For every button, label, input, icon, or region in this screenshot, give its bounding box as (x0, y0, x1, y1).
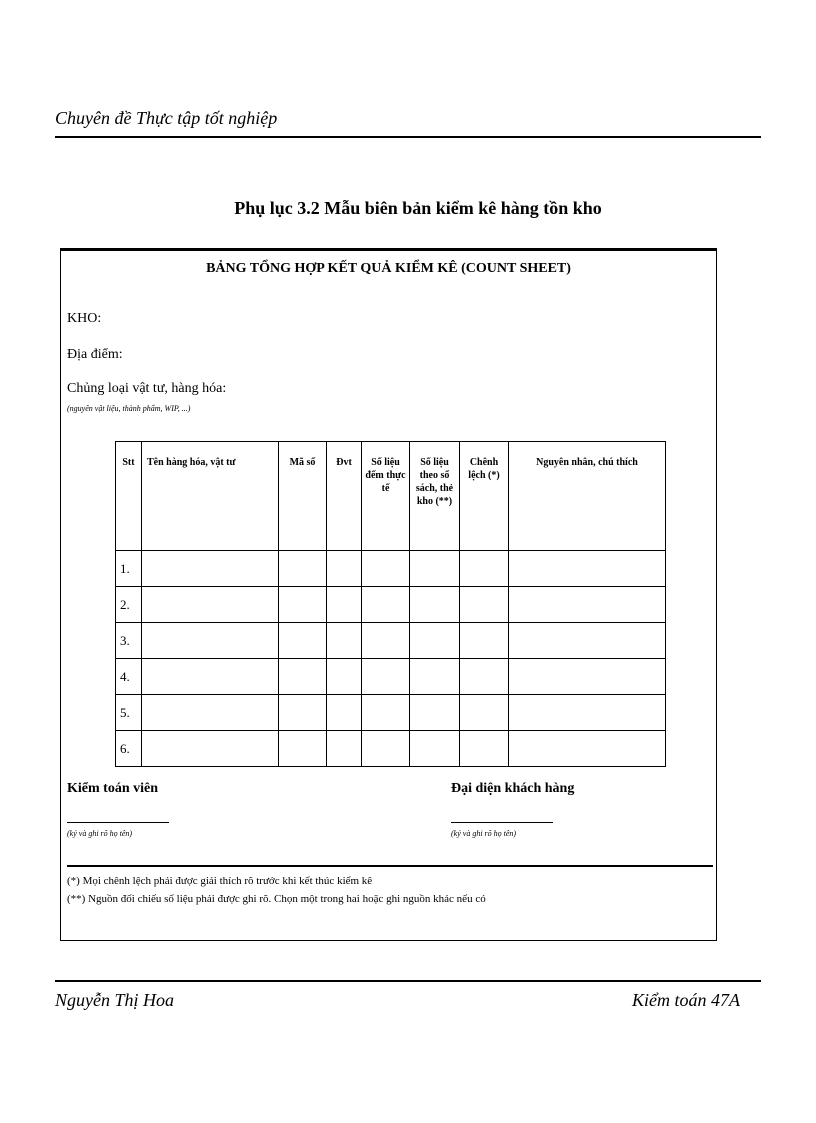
table-row (116, 659, 666, 695)
row-number: 5. (116, 695, 142, 731)
document-title (0, 198, 816, 219)
cell-unit (327, 623, 362, 659)
count-sheet-form (60, 248, 717, 941)
cell-code (279, 623, 327, 659)
cell-book (410, 695, 460, 731)
cell-code (279, 659, 327, 695)
row-number: 6. (116, 731, 142, 767)
cell-diff (460, 587, 509, 623)
cell-diff (460, 695, 509, 731)
notes-divider (67, 865, 713, 867)
category-hint: (nguyên vật liệu, thành phẩm, WIP, ...) (67, 404, 191, 413)
col-header-counted: Số liệu đếm thực tế (362, 442, 410, 551)
note-source: (**) Nguồn đối chiếu số liệu phải được ghi rõ. Chọn một trong hai hoặc ghi nguồn khác nếu có (67, 893, 486, 905)
cell-name (142, 587, 279, 623)
warehouse-label: KHO: (67, 311, 102, 326)
cell-book (410, 731, 460, 767)
row-number: 2. (116, 587, 142, 623)
footer-divider (55, 980, 761, 982)
table-row (116, 695, 666, 731)
table-row (116, 551, 666, 587)
category-label: Chủng loại vật tư, hàng hóa: (67, 381, 227, 396)
cell-counted (362, 695, 410, 731)
document-title-text: Phụ lục 3.2 Mẫu biên bản kiểm kê hàng tồn kho (234, 198, 602, 218)
footer-class: Kiểm toán 47A (632, 990, 740, 1010)
cell-reason (509, 695, 666, 731)
cell-reason (509, 659, 666, 695)
footer-author: Nguyễn Thị Hoa (55, 990, 174, 1010)
cell-code (279, 587, 327, 623)
cell-diff (460, 551, 509, 587)
table-row (116, 623, 666, 659)
cell-unit (327, 551, 362, 587)
cell-name (142, 659, 279, 695)
auditor-signature-line (67, 822, 169, 823)
cell-counted (362, 731, 410, 767)
table-header-row (116, 442, 666, 551)
count-sheet-heading: BẢNG TỔNG HỢP KẾT QUẢ KIỂM KÊ (COUNT SHEET) (206, 261, 571, 276)
col-header-stt: Stt (116, 442, 142, 551)
cell-unit (327, 659, 362, 695)
cell-name (142, 731, 279, 767)
col-header-unit: Đvt (327, 442, 362, 551)
row-number: 3. (116, 623, 142, 659)
cell-reason (509, 623, 666, 659)
row-number: 1. (116, 551, 142, 587)
table-row (116, 587, 666, 623)
cell-book (410, 623, 460, 659)
table-row (116, 731, 666, 767)
cell-name (142, 551, 279, 587)
cell-unit (327, 587, 362, 623)
client-signature-title: Đại diện khách hàng (451, 781, 575, 796)
cell-book (410, 587, 460, 623)
cell-book (410, 659, 460, 695)
col-header-code: Mã số (279, 442, 327, 551)
col-header-diff: Chênh lệch (*) (460, 442, 509, 551)
cell-counted (362, 587, 410, 623)
cell-unit (327, 731, 362, 767)
cell-reason (509, 731, 666, 767)
cell-counted (362, 551, 410, 587)
cell-name (142, 623, 279, 659)
header-divider (55, 136, 761, 138)
cell-code (279, 551, 327, 587)
col-header-reason: Nguyên nhân, chú thích (509, 442, 666, 551)
row-number: 4. (116, 659, 142, 695)
cell-counted (362, 659, 410, 695)
cell-diff (460, 659, 509, 695)
client-signature-hint: (ký và ghi rõ họ tên) (451, 829, 517, 838)
cell-diff (460, 623, 509, 659)
auditor-signature-title: Kiểm toán viên (67, 781, 158, 796)
cell-unit (327, 695, 362, 731)
cell-counted (362, 623, 410, 659)
col-header-book: Số liệu theo sổ sách, thẻ kho (**) (410, 442, 460, 551)
note-difference: (*) Mọi chênh lệch phải được giải thích rõ trước khi kết thúc kiểm kê (67, 875, 373, 887)
cell-code (279, 695, 327, 731)
cell-book (410, 551, 460, 587)
count-table (115, 441, 666, 767)
cell-reason (509, 587, 666, 623)
client-signature-line (451, 822, 553, 823)
page-header-title: Chuyên đề Thực tập tốt nghiệp (55, 108, 278, 128)
location-label: Địa điểm: (67, 347, 123, 362)
cell-code (279, 731, 327, 767)
auditor-signature-hint: (ký và ghi rõ họ tên) (67, 829, 133, 838)
cell-diff (460, 731, 509, 767)
cell-name (142, 695, 279, 731)
cell-reason (509, 551, 666, 587)
col-header-name: Tên hàng hóa, vật tư (142, 442, 279, 551)
